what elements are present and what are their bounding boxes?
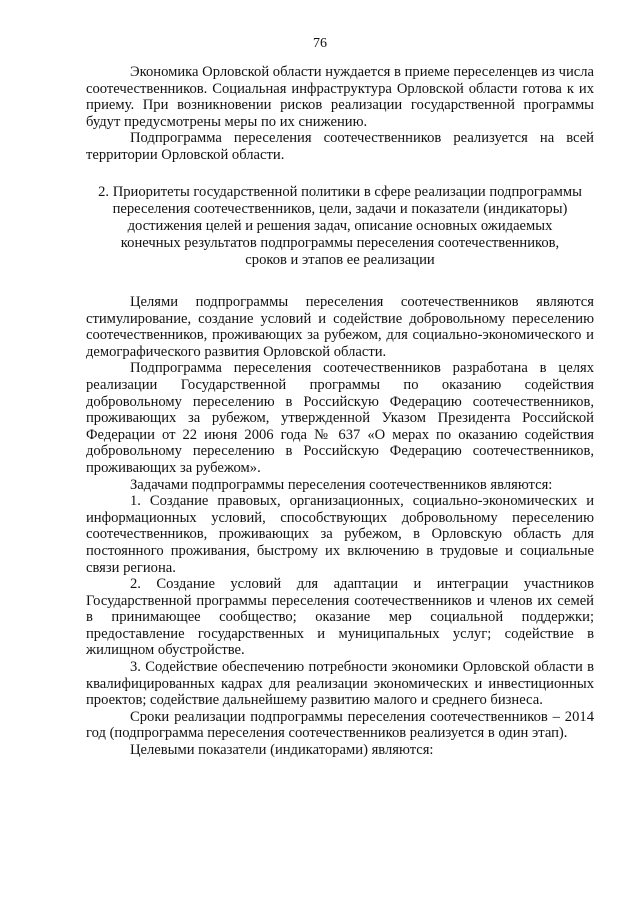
paragraph-economy: Экономика Орловской области нуждается в приеме переселенцев из числа соотечественников. Социальная инфраструктура Орловской области готова к их приему. При возникновении рисков реализации государственной программы будут предусмотрены меры по их снижению. <box>86 64 594 130</box>
heading-line: достижения целей и решения задач, описание основных ожидаемых <box>127 218 553 234</box>
paragraph-task-1: 1. Создание правовых, организационных, социально-экономических и информационных условий, способствующих добровольному переселению соотечественников, проживающих за рубежом, в Орловскую область для постоянного проживания, быстрому их включению в трудовые и социальные связи региона. <box>86 493 594 576</box>
paragraph-goals: Целями подпрограммы переселения соотечественников являются стимулирование, создание условий и содействие добровольному переселению соотечественников, проживающих за рубежом, для социально-экономического и демографического развития Орловской области. <box>86 294 594 360</box>
paragraph-task-2: 2. Создание условий для адаптации и интеграции участников Государственной программы переселения соотечественников и членов их семей в принимающее сообщество; оказание мер социальной поддержки; предоставление государственных и муниципальных услуг; содействие в жилищном обустройстве. <box>86 576 594 659</box>
heading-line: переселения соотечественников, цели, задачи и показатели (индикаторы) <box>112 201 568 217</box>
paragraph-territory: Подпрограмма переселения соотечественников реализуется на всей территории Орловской области. <box>86 130 594 163</box>
page-number: 76 <box>313 36 327 51</box>
section-heading-block <box>86 184 594 269</box>
intro-section <box>86 64 594 164</box>
paragraph-tasks-intro: Задачами подпрограммы переселения соотечественников являются: <box>130 476 553 493</box>
section-heading <box>86 184 594 269</box>
paragraph-task-3: 3. Содействие обеспечению потребности экономики Орловской области в квалифицированных кадрах для реализации экономических и инвестиционных проектов; содействие дальнейшему развитию малого и среднего бизнеса. <box>86 659 594 709</box>
paragraph-development-basis: Подпрограмма переселения соотечественников разработана в целях реализации Государственной программы по оказанию содействия добровольному переселению в Российскую Федерацию соотечественников, проживающих за рубежом, утвержденной Указом Президента Российской Федерации от 22 июня 2006 года № 637 «О мерах по оказанию содействия добровольному переселению в Российскую Федерацию соотечественников, проживающих за рубежом». <box>86 360 594 476</box>
heading-line: 2. Приоритеты государственной политики в сфере реализации подпрограммы <box>98 184 582 200</box>
paragraph-indicators-intro: Целевыми показатели (индикаторами) являются: <box>130 742 434 759</box>
section-body <box>86 294 594 759</box>
paragraph-timeline: Сроки реализации подпрограммы переселения соотечественников – 2014 год (подпрограмма переселения соотечественников реализуется в один этап). <box>86 708 594 742</box>
heading-line: сроков и этапов ее реализации <box>245 252 435 268</box>
heading-line: конечных результатов подпрограммы переселения соотечественников, <box>120 235 560 251</box>
